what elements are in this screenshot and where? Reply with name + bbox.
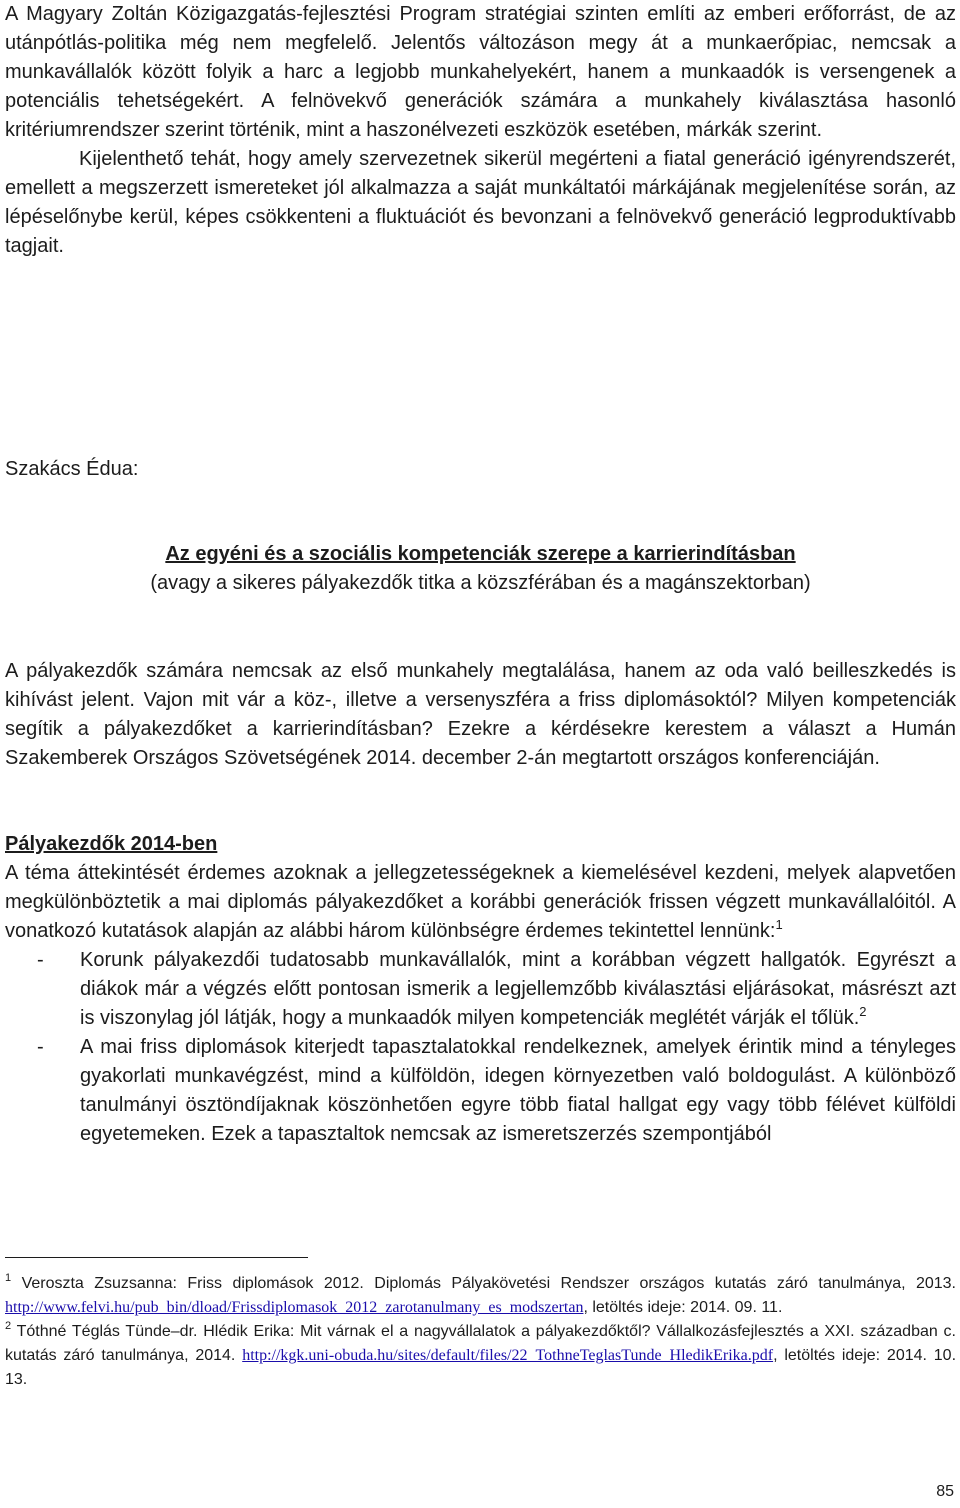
page-number: 85	[936, 1483, 954, 1500]
footnote-ref-2[interactable]: 2	[859, 1004, 867, 1019]
footnote-separator	[5, 1257, 308, 1258]
section-intro-text: A téma áttekintését érdemes azoknak a jellegzetességeknek a kiemelésével kezdeni, melyek alapvetően megkülönböztetik a mai diplomás pályakezdőket a korábbi generációk frissen végzett munkavállalóitól. A vonatkozó kutatások alapján az alábbi három különbségre érdemes tekintettel lennünk:	[5, 862, 956, 942]
footnote-retrieved: , letöltés ideje: 2014. 09. 11.	[583, 1299, 783, 1316]
list-dash: -	[37, 1036, 44, 1058]
section-intro	[5, 859, 956, 946]
intro-paragraph-1: A Magyary Zoltán Közigazgatás-fejlesztési Program stratégiai szinten említi az emberi erőforrást, de az utánpótlás-politika még nem megfelelő. Jelentős változáson megy át a munkaerőpiac, nemcsak a munkavállalók között folyik a harc a legjobb munkahelyekért, hanem a munkaadók is versengenek a potenciális tehetségekért. A felnövekvő generációk számára a munkahely kiválasztása hasonló kritériumrendszer szerint történik, mint a haszonélvezeti eszközök esetében, márkák szerint.	[5, 3, 956, 141]
list-item-text: A mai friss diplomások kiterjedt tapasztalatokkal rendelkeznek, amelyek érintik mind a tényleges gyakorlati munkavégzést, mind a külföldön, idegen környezetben való boldogulást. A különböző tanulmányi ösztöndíjaknak köszönhetően egyre több fiatal hallgat egy vagy több félévet külföldi egyetemeken. Ezek a tapasztaltok nemcsak az ismeretszerzés szempontjából	[80, 1036, 956, 1145]
footnote-1	[5, 1272, 956, 1320]
article-title: Az egyéni és a szociális kompetenciák szerepe a karrierindításban	[165, 543, 796, 565]
list-dash: -	[37, 949, 44, 971]
list-item	[5, 1033, 956, 1149]
footnotes	[5, 1272, 956, 1392]
footnote-number: 2	[5, 1320, 12, 1332]
section-palyakezdok	[5, 830, 956, 1149]
difference-list	[5, 946, 956, 1149]
article-subtitle: (avagy a sikeres pályakezdők titka a közszférában és a magánszektorban)	[150, 572, 811, 594]
footnote-number: 1	[5, 1272, 12, 1284]
footnote-retrieved: , letöltés ideje: 2014. 10. 13.	[5, 1347, 957, 1388]
intro-paragraph-2	[5, 145, 956, 261]
footnote-text: Tóthné Téglás Tünde–dr. Hlédik Erika: Mit várnak el a nagyvállalatok a pályakezdőktől? Vállalkozásfejlesztés a XXI. században c. kutatás záró tanulmánya, 2014.	[5, 1323, 956, 1364]
footnote-ref-1[interactable]: 1	[775, 917, 783, 932]
list-item-text: Korunk pályakezdői tudatosabb munkavállalók, mint a korábban végzett hallgatók. Egyrészt a diákok már a végzés előtt pontosan ismerik a legjellemzőbb kiválasztási eljárásokat, másrészt azt is viszonylag jól látják, hogy a munkaadók milyen kompetenciák meglétét várják el tőlük.	[80, 949, 956, 1029]
intro-text	[5, 0, 956, 261]
footnote-link[interactable]: http://kgk.uni-obuda.hu/sites/default/files/22_TothneTeglasTunde_HledikErika.pdf	[242, 1347, 774, 1364]
footnote-text: Veroszta Zsuzsanna: Friss diplomások 2012. Diplomás Pályakövetési Rendszer országos kutatás záró tanulmánya, 2013.	[21, 1275, 957, 1292]
intro-paragraph-2-text: Kijelenthető tehát, hogy amely szervezetnek sikerül megérteni a fiatal generáció igényrendszerét, emellett a megszerzett ismereteket jól alkalmazza a saját munkáltatói márkájának megjelenítése során, az lépéselőnybe kerül, képes csökkenteni a fluktuációt és bevonzani a felnövekvő generáció legproduktívabb tagjait.	[5, 148, 956, 257]
footnote-2	[5, 1320, 956, 1392]
article-author: Szakács Édua:	[5, 458, 139, 480]
footnote-link[interactable]: http://www.felvi.hu/pub_bin/dload/Frissdiplomasok_2012_zarotanulmany_es_modszertan	[5, 1299, 584, 1316]
section-heading: Pályakezdők 2014-ben	[5, 833, 218, 855]
article-lead: A pályakezdők számára nemcsak az első munkahely megtalálása, hanem az oda való beilleszkedés is kihívást jelent. Vajon mit vár a köz-, illetve a versenyszféra a friss diplomásoktól? Milyen kompetenciák segítik a pályakezdőket a karrierindításban? Ezekre a kérdésekre kerestem a választ a Humán Szakemberek Országos Szövetségének 2014. december 2-án megtartott országos konferenciáján.	[5, 660, 956, 769]
list-item	[5, 946, 956, 1033]
article-title-block	[5, 540, 956, 598]
